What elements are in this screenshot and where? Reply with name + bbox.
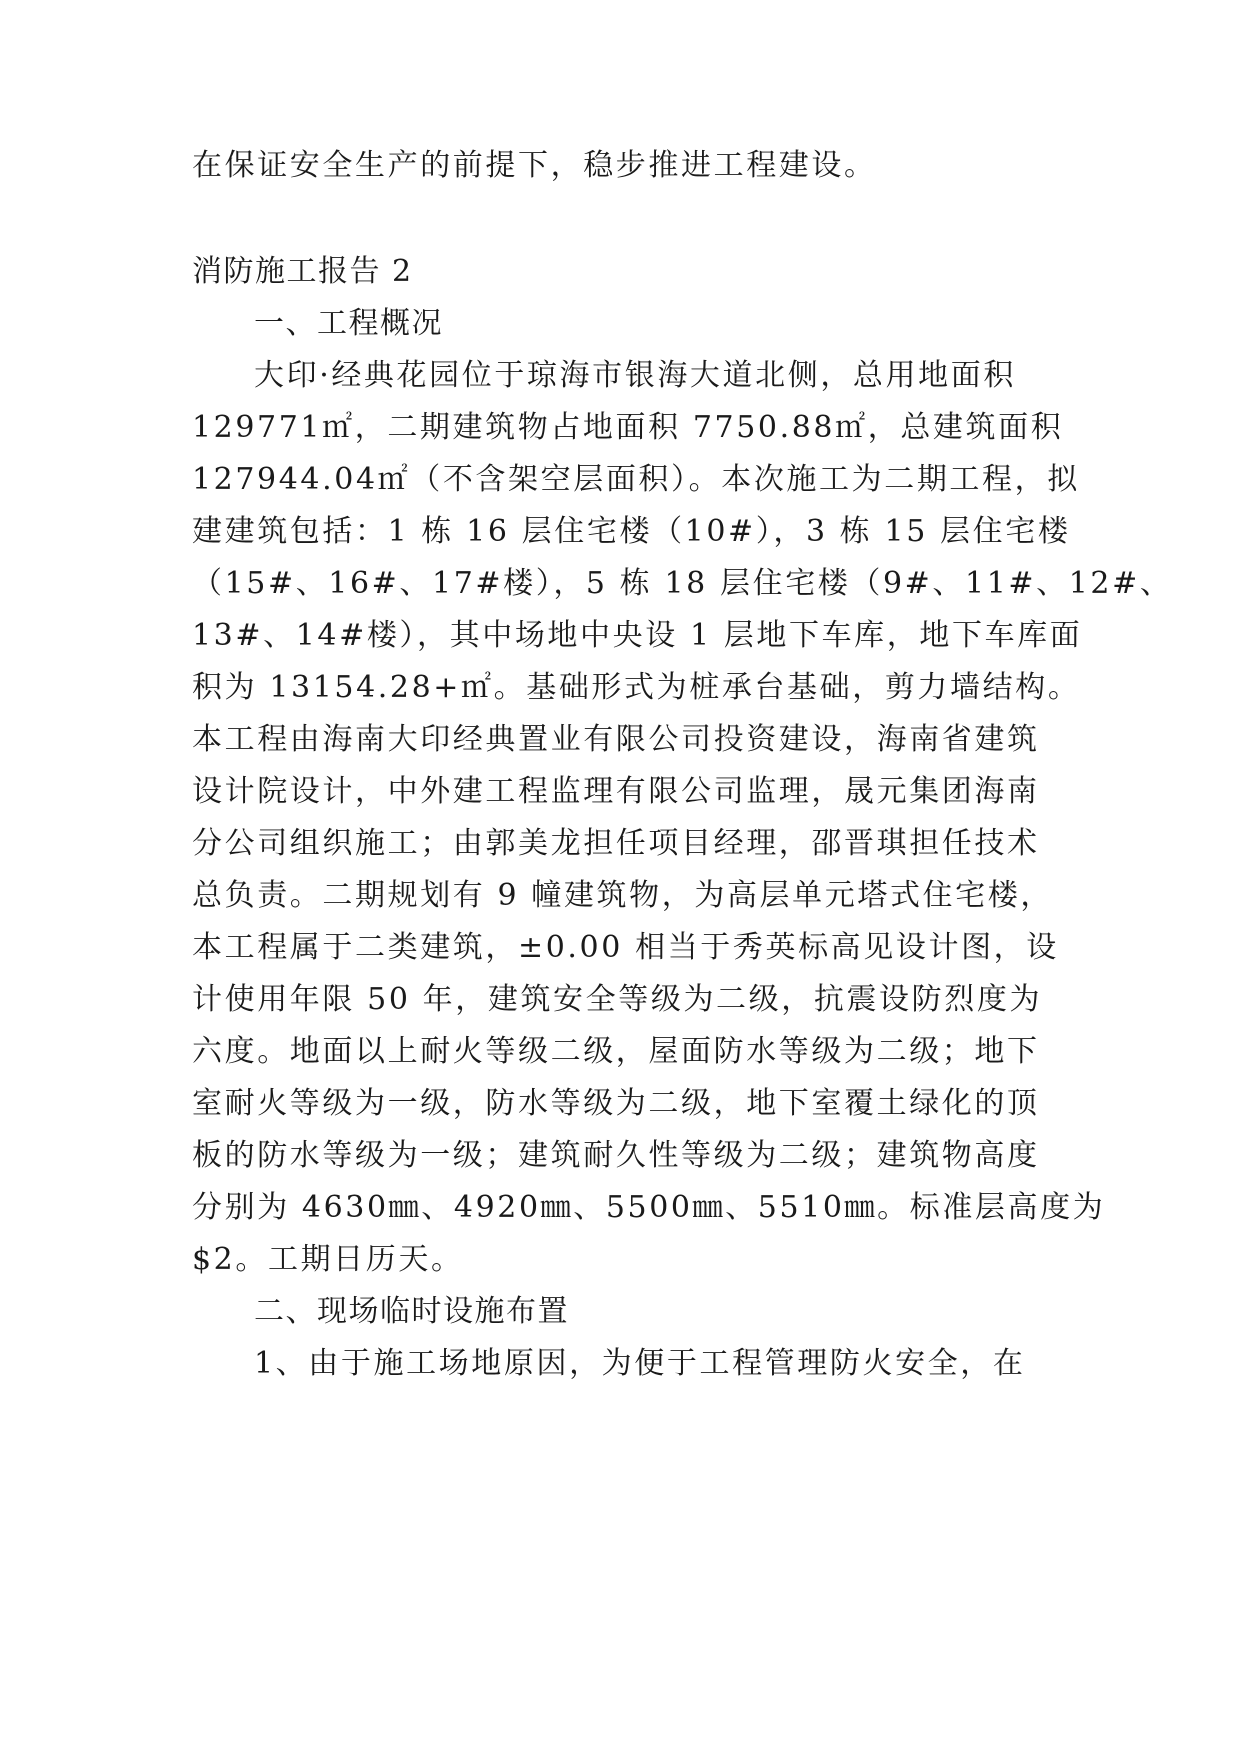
section-2-title: 二、现场临时设施布置 xyxy=(254,1294,569,1329)
paragraph-1-line: 本工程属于二类建筑，±0.00 相当于秀英标高见设计图，设 xyxy=(192,930,1059,965)
paragraph-1-line: 分别为 4630㎜、4920㎜、5500㎜、5510㎜。标准层高度为 xyxy=(192,1190,1106,1225)
report-title: 消防施工报告 2 xyxy=(192,254,413,289)
paragraph-1-line: 13#、14#楼），其中场地中央设 1 层地下车库，地下车库面 xyxy=(192,618,1083,653)
paragraph-1-line: $2。工期日历天。 xyxy=(192,1242,464,1277)
paragraph-1-line: 设计院设计，中外建工程监理有限公司监理，晟元集团海南 xyxy=(192,774,1040,809)
paragraph-1-line: 计使用年限 50 年，建筑安全等级为二级，抗震设防烈度为 xyxy=(192,982,1043,1017)
paragraph-1-line: 127944.04㎡（不含架空层面积）。本次施工为二期工程，拟 xyxy=(192,462,1080,497)
paragraph-1-line: 总负责。二期规划有 9 幢建筑物，为高层单元塔式住宅楼， xyxy=(192,878,1053,913)
paragraph-1-line: （15#、16#、17#楼），5 栋 18 层住宅楼（9#、11#、12#、 xyxy=(192,566,1173,601)
paragraph-1-line: 板的防水等级为一级；建筑耐久性等级为二级；建筑物高度 xyxy=(192,1138,1040,1173)
paragraph-1-line: 分公司组织施工；由郭美龙担任项目经理，邵晋琪担任技术 xyxy=(192,826,1040,861)
paragraph-1-line: 建建筑包括：1 栋 16 层住宅楼（10#），3 栋 15 层住宅楼 xyxy=(192,514,1071,549)
paragraph-2-line: 1、由于施工场地原因，为便于工程管理防火安全，在 xyxy=(254,1346,1026,1381)
paragraph-1-line: 大印·经典花园位于琼海市银海大道北侧，总用地面积 xyxy=(254,358,1016,393)
paragraph-1-line: 积为 13154.28+㎡。基础形式为桩承台基础，剪力墙结构。 xyxy=(192,670,1081,705)
paragraph-1-line: 129771㎡，二期建筑物占地面积 7750.88㎡，总建筑面积 xyxy=(192,410,1064,445)
paragraph-1-line: 本工程由海南大印经典置业有限公司投资建设，海南省建筑 xyxy=(192,722,1040,757)
paragraph-1-line: 室耐火等级为一级，防水等级为二级，地下室覆土绿化的顶 xyxy=(192,1086,1040,1121)
section-1-title: 一、工程概况 xyxy=(254,306,443,341)
paragraph-1-line: 六度。地面以上耐火等级二级，屋面防水等级为二级；地下 xyxy=(192,1034,1040,1069)
intro-tail-text: 在保证安全生产的前提下，稳步推进工程建设。 xyxy=(192,148,877,183)
